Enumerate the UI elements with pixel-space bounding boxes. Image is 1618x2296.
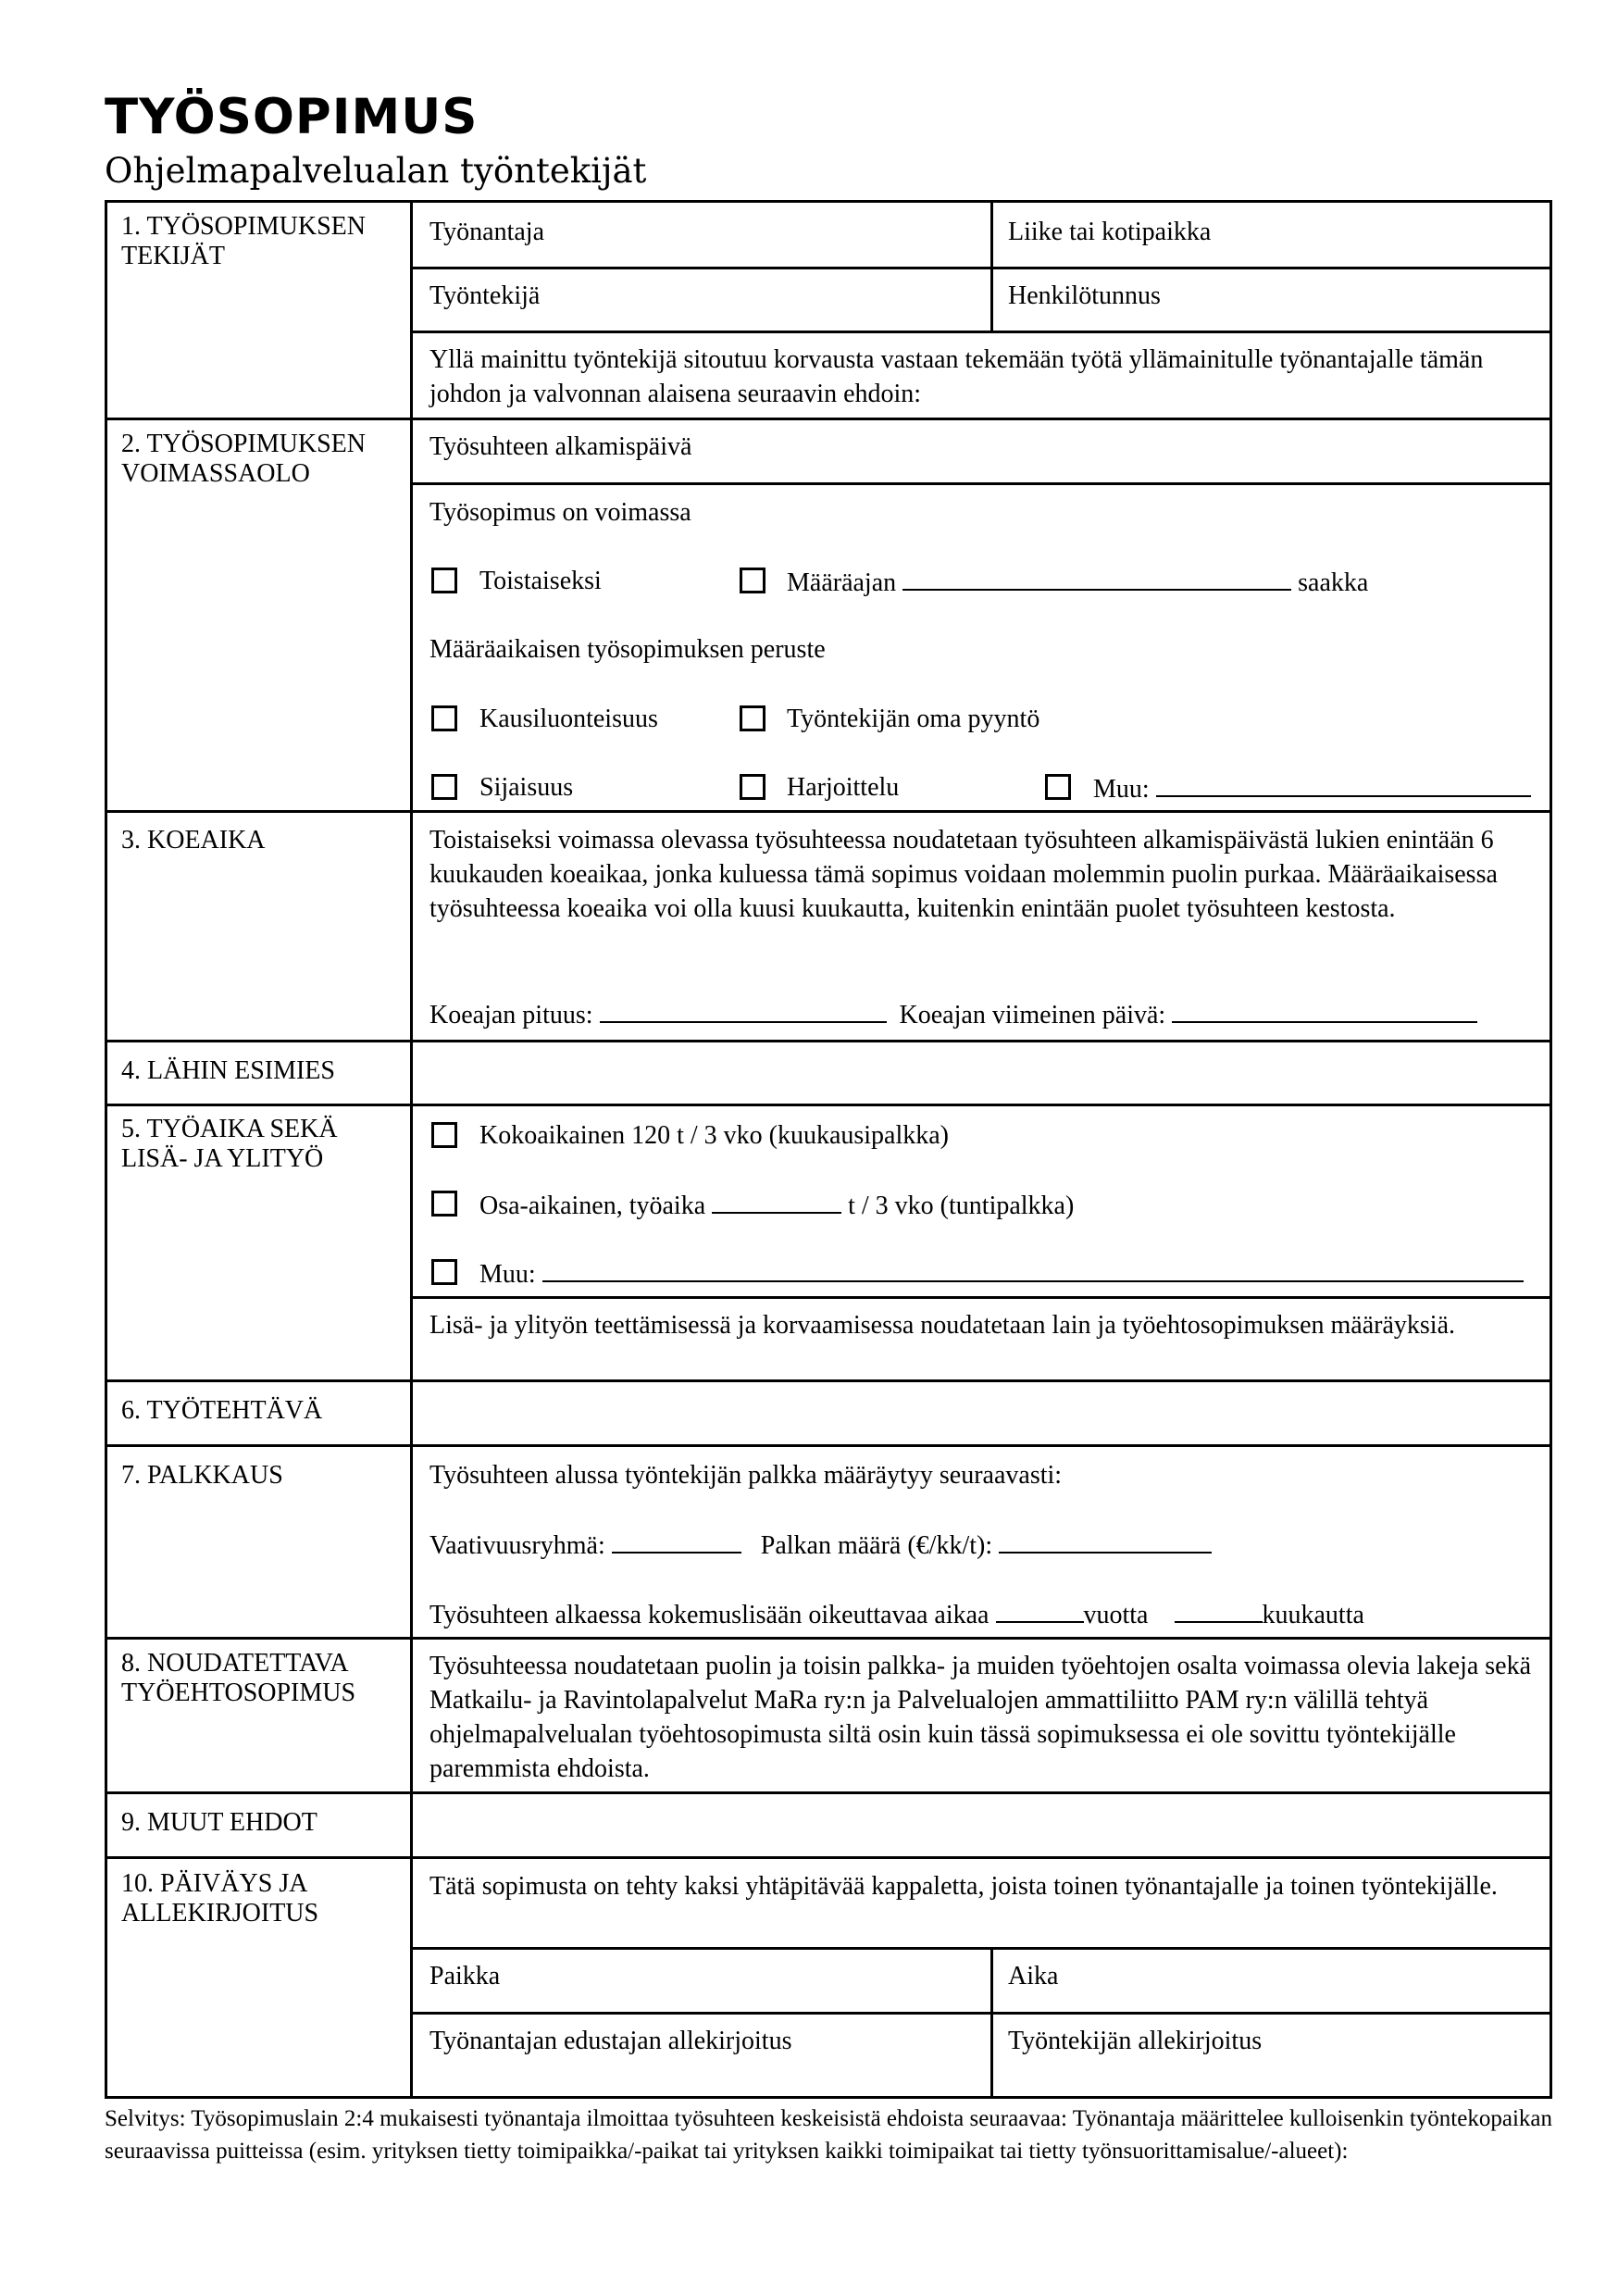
other-basis-field[interactable] (1156, 770, 1531, 797)
row-divider (413, 482, 1552, 485)
full-time-label: Kokoaikainen 120 t / 3 vko (kuukausipalkka) (479, 1121, 950, 1150)
section-label-agreement: 8. NOUDATETTAVA TYÖEHTOSOPIMUS (121, 1649, 356, 1707)
row-divider (107, 1444, 1552, 1447)
row-divider (107, 1104, 1552, 1106)
seasonal-label: Kausiluonteisuus (479, 705, 658, 733)
personal-id-label: Henkilötunnus (1008, 281, 1161, 310)
row-divider (107, 810, 1552, 813)
job-task-field[interactable] (416, 1384, 1550, 1441)
trial-period-fields (429, 996, 1477, 1032)
section-label-job-task: 6. TYÖTEHTÄVÄ (121, 1396, 323, 1425)
agreement-text: Työsuhteessa noudatetaan puolin ja toisin palkka- ja muiden työehtojen osalta voimassa olevia lakeja sekä Matkailu- ja Ravintolapalvelut MaRa ry:n ja Palvelualojen ammattiliitto PAM ry:n välillä tehtyä ohjelmapalvelualan työehtosopimusta siltä osin kuin tässä sopimuksessa ei ole sovittu työntekijälle paremmista ehdoista. (429, 1652, 1532, 1783)
other-basis-checkbox[interactable] (1045, 774, 1071, 800)
pay-intro: Työsuhteen alussa työntekijän palkka määräytyy seuraavasti: (429, 1461, 1063, 1490)
own-request-checkbox[interactable] (740, 705, 765, 731)
footnote: Selvitys: Työsopimuslain 2:4 mukaisesti työnantaja ilmoittaa työsuhteen keskeisistä ehdoista seuraavaa: Työnantaja määrittelee kulloisenkin työntekopaikan seuraavissa puitteissa (esim. yrityksen tietty toimipaikka/-paikat tai yrityksen kaikki toimipaikat tai tietty työnsuorittamisalue/-alueet): (105, 2106, 1552, 2164)
row-divider (413, 1296, 1552, 1299)
other-time-field[interactable] (542, 1255, 1524, 1282)
experience-months-text: kuukautta (1262, 1601, 1364, 1629)
section-label-pay: 7. PALKKAUS (121, 1461, 283, 1490)
employee-label: Työntekijä (429, 281, 541, 310)
row-divider (413, 1947, 1552, 1950)
seasonal-checkbox[interactable] (431, 705, 457, 731)
experience-years-text: vuotta (1083, 1601, 1149, 1629)
column-divider (410, 203, 413, 2099)
section-label-supervisor: 4. LÄHIN ESIMIES (121, 1056, 335, 1085)
commitment-text: Yllä mainittu työntekijä sitoutuu korvausta vastaan tekemään työtä yllämainitulle työnantajalle tämän johdon ja valvonnan alaisena seuraavin ehdoin: (429, 345, 1484, 408)
row-divider (413, 267, 1552, 269)
column-divider (990, 1947, 993, 2099)
part-time-label (479, 1187, 1074, 1223)
fixed-term-date-field[interactable] (902, 564, 1291, 591)
section-label-parties: 1. TYÖSOPIMUKSEN TEKIJÄT (121, 212, 366, 270)
internship-label: Harjoittelu (787, 773, 900, 802)
section-label-validity: 2. TYÖSOPIMUKSEN VOIMASSAOLO (121, 430, 366, 488)
fixed-term-label (787, 564, 1368, 600)
part-time-suffix: t / 3 vko (tuntipalkka) (848, 1192, 1075, 1220)
indefinite-checkbox[interactable] (431, 568, 457, 593)
employer-signature-label: Työnantajan edustajan allekirjoitus (429, 2027, 792, 2055)
column-divider (990, 203, 993, 333)
other-basis-label (1093, 770, 1531, 806)
part-time-checkbox[interactable] (431, 1191, 457, 1217)
pay-fields (429, 1527, 1212, 1563)
full-time-checkbox[interactable] (431, 1122, 457, 1148)
employee-signature-label: Työntekijän allekirjoitus (1008, 2027, 1263, 2055)
basis-heading: Määräaikaisen työsopimuksen peruste (429, 635, 826, 664)
location-label: Liike tai kotipaikka (1008, 218, 1212, 246)
row-divider (107, 1856, 1552, 1859)
trial-length-label: Koeajan pituus: (429, 1001, 593, 1029)
section-label-other-terms: 9. MUUT EHDOT (121, 1808, 317, 1837)
fixed-term-text: Määräajan (787, 568, 897, 597)
other-terms-field[interactable] (416, 1796, 1550, 1853)
other-time-label (479, 1255, 1524, 1292)
experience-years-field[interactable] (996, 1596, 1084, 1623)
other-basis-text: Muu: (1093, 775, 1150, 804)
row-divider (107, 1379, 1552, 1382)
signature-text: Tätä sopimusta on tehty kaksi yhtäpitävää kappaletta, joista toinen työnantajalle ja toinen työntekijälle. (429, 1872, 1498, 1901)
pay-group-field[interactable] (612, 1527, 741, 1554)
own-request-label: Työntekijän oma pyyntö (787, 705, 1040, 733)
part-time-hours-field[interactable] (712, 1187, 841, 1214)
pay-amount-label: Palkan määrä (€/kk/t): (760, 1531, 993, 1560)
until-text: saakka (1298, 568, 1369, 597)
section-label-working-time: 5. TYÖAIKA SEKÄ LISÄ- JA YLITYÖ (121, 1115, 338, 1173)
section-label-signature: 10. PÄIVÄYS JA ALLEKIRJOITUS (121, 1869, 319, 1928)
trial-last-day-field[interactable] (1172, 996, 1477, 1023)
contract-form (105, 200, 1552, 2099)
substitute-checkbox[interactable] (431, 774, 457, 800)
time-label: Aika (1008, 1962, 1059, 1990)
section-label-trial-period: 3. KOEAIKA (121, 826, 266, 855)
indefinite-label: Toistaiseksi (479, 567, 602, 595)
experience-fields (429, 1596, 1364, 1632)
internship-checkbox[interactable] (740, 774, 765, 800)
substitute-label: Sijaisuus (479, 773, 574, 802)
fixed-term-checkbox[interactable] (740, 568, 765, 593)
other-time-text: Muu: (479, 1260, 536, 1289)
part-time-prefix: Osa-aikainen, työaika (479, 1192, 706, 1220)
experience-label: Työsuhteen alkaessa kokemuslisään oikeuttavaa aikaa (429, 1601, 989, 1629)
other-time-checkbox[interactable] (431, 1259, 457, 1285)
row-divider (107, 1637, 1552, 1640)
supervisor-field[interactable] (416, 1044, 1550, 1102)
experience-months-field[interactable] (1175, 1596, 1263, 1623)
trial-length-field[interactable] (600, 996, 887, 1023)
row-divider (107, 1040, 1552, 1042)
place-label: Paikka (429, 1962, 501, 1990)
page-subtitle: Ohjelmapalvelualan työntekijät (105, 151, 647, 191)
trial-last-day-label: Koeajan viimeinen päivä: (899, 1001, 1166, 1029)
employer-label: Työnantaja (429, 218, 544, 246)
start-date-label: Työsuhteen alkamispäivä (429, 432, 692, 461)
overtime-text: Lisä- ja ylityön teettämisessä ja korvaamisessa noudatetaan lain ja työehtosopimuksen määräyksiä. (429, 1311, 1456, 1340)
pay-amount-field[interactable] (999, 1527, 1212, 1554)
row-divider (107, 418, 1552, 420)
row-divider (107, 1791, 1552, 1794)
row-divider (413, 2012, 1552, 2015)
validity-label: Työsopimus on voimassa (429, 498, 691, 527)
page-title: TYÖSOPIMUS (105, 89, 479, 145)
trial-period-text: Toistaiseksi voimassa olevassa työsuhteessa noudatetaan työsuhteen alkamispäivästä lukien enintään 6 kuukauden koeaikaa, jonka kuluessa tämä sopimus voidaan molemmin puolin purkaa. Määräaikaisessa työsuhteessa koeaika voi olla kuusi kuukautta, kuitenkin enintään puolet työsuhteen kestosta. (429, 826, 1498, 923)
pay-group-label: Vaativuusryhmä: (429, 1531, 605, 1560)
row-divider (413, 331, 1552, 333)
